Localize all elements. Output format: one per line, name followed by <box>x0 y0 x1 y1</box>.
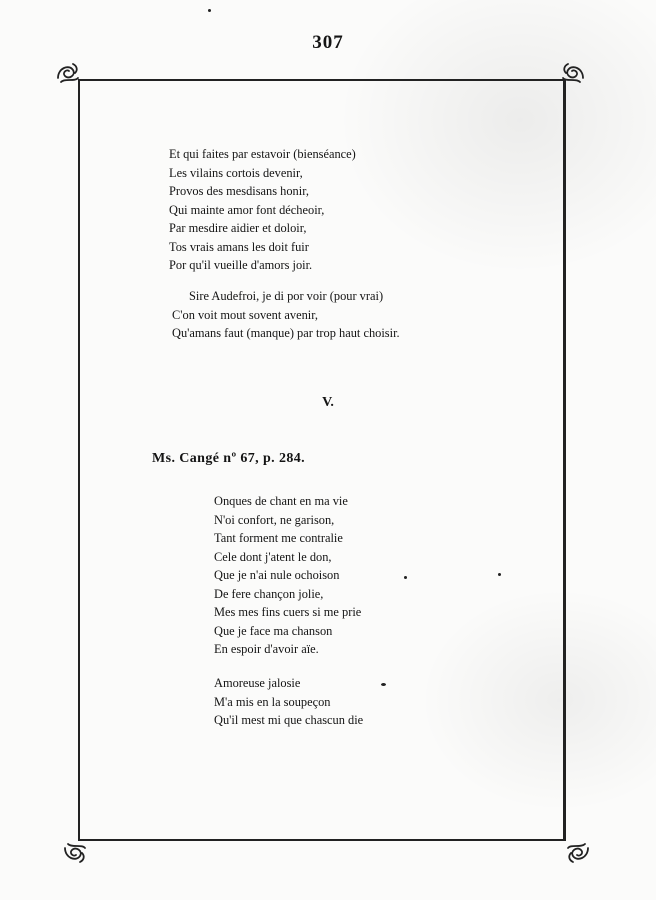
fleuron-icon <box>62 840 88 866</box>
section-numeral: V. <box>322 395 334 410</box>
ink-speck <box>404 576 407 579</box>
ink-speck <box>498 573 501 576</box>
verse-line: Mes mes fins cuers si me prie <box>214 605 362 619</box>
verse-line: Por qu'il vueille d'amors joir. <box>169 258 313 272</box>
verse-stanza <box>169 145 356 275</box>
fleuron-icon <box>55 60 81 86</box>
verse-line: Tant forment me contralie <box>214 531 343 545</box>
verse-stanza <box>214 674 363 730</box>
verse-line: Que je n'ai nule ochoison <box>214 568 340 582</box>
verse-line: N'oi confort, ne garison, <box>214 512 335 527</box>
verse-line: Par mesdire aidier et doloir, <box>169 221 307 235</box>
verse-stanza <box>172 287 400 343</box>
verse-line: Qu'il mest mi que chascun die <box>214 713 364 727</box>
verse-line: En espoir d'avoir aïe. <box>214 642 319 656</box>
verse-line: Onques de chant en ma vie <box>214 494 348 508</box>
verse-line: De fere chançon jolie, <box>214 586 324 601</box>
verse-line: C'on voit mout sovent avenir, <box>172 307 318 322</box>
verse-line: Sire Audefroi, je di por voir (pour vrai) <box>189 289 384 303</box>
ink-speck <box>381 683 386 686</box>
verse-line: Amoreuse jalosie <box>214 676 301 690</box>
verse-line: Tos vrais amans les doit fuir <box>169 239 309 254</box>
verse-line: Les vilains cortois devenir, <box>169 165 303 180</box>
fleuron-icon <box>560 60 586 86</box>
verse-line: Que je face ma chanson <box>214 623 333 638</box>
ink-speck <box>208 9 211 12</box>
verse-line: Provos des mesdisans honir, <box>169 184 309 198</box>
verse-line: Qu'amans faut (manque) par trop haut choisir. <box>172 326 400 340</box>
page-number: 307 <box>312 32 344 53</box>
fleuron-icon <box>565 840 591 866</box>
verse-line: Et qui faites par estavoir (bienséance) <box>169 147 356 161</box>
verse-stanza <box>214 492 361 659</box>
verse-line: Qui mainte amor font décheoir, <box>169 202 325 217</box>
verse-line: M'a mis en la soupeçon <box>214 694 331 709</box>
manuscript-reference: Ms. Cangé nº 67, p. 284. <box>152 451 306 466</box>
verse-line: Cele dont j'atent le don, <box>214 549 332 564</box>
